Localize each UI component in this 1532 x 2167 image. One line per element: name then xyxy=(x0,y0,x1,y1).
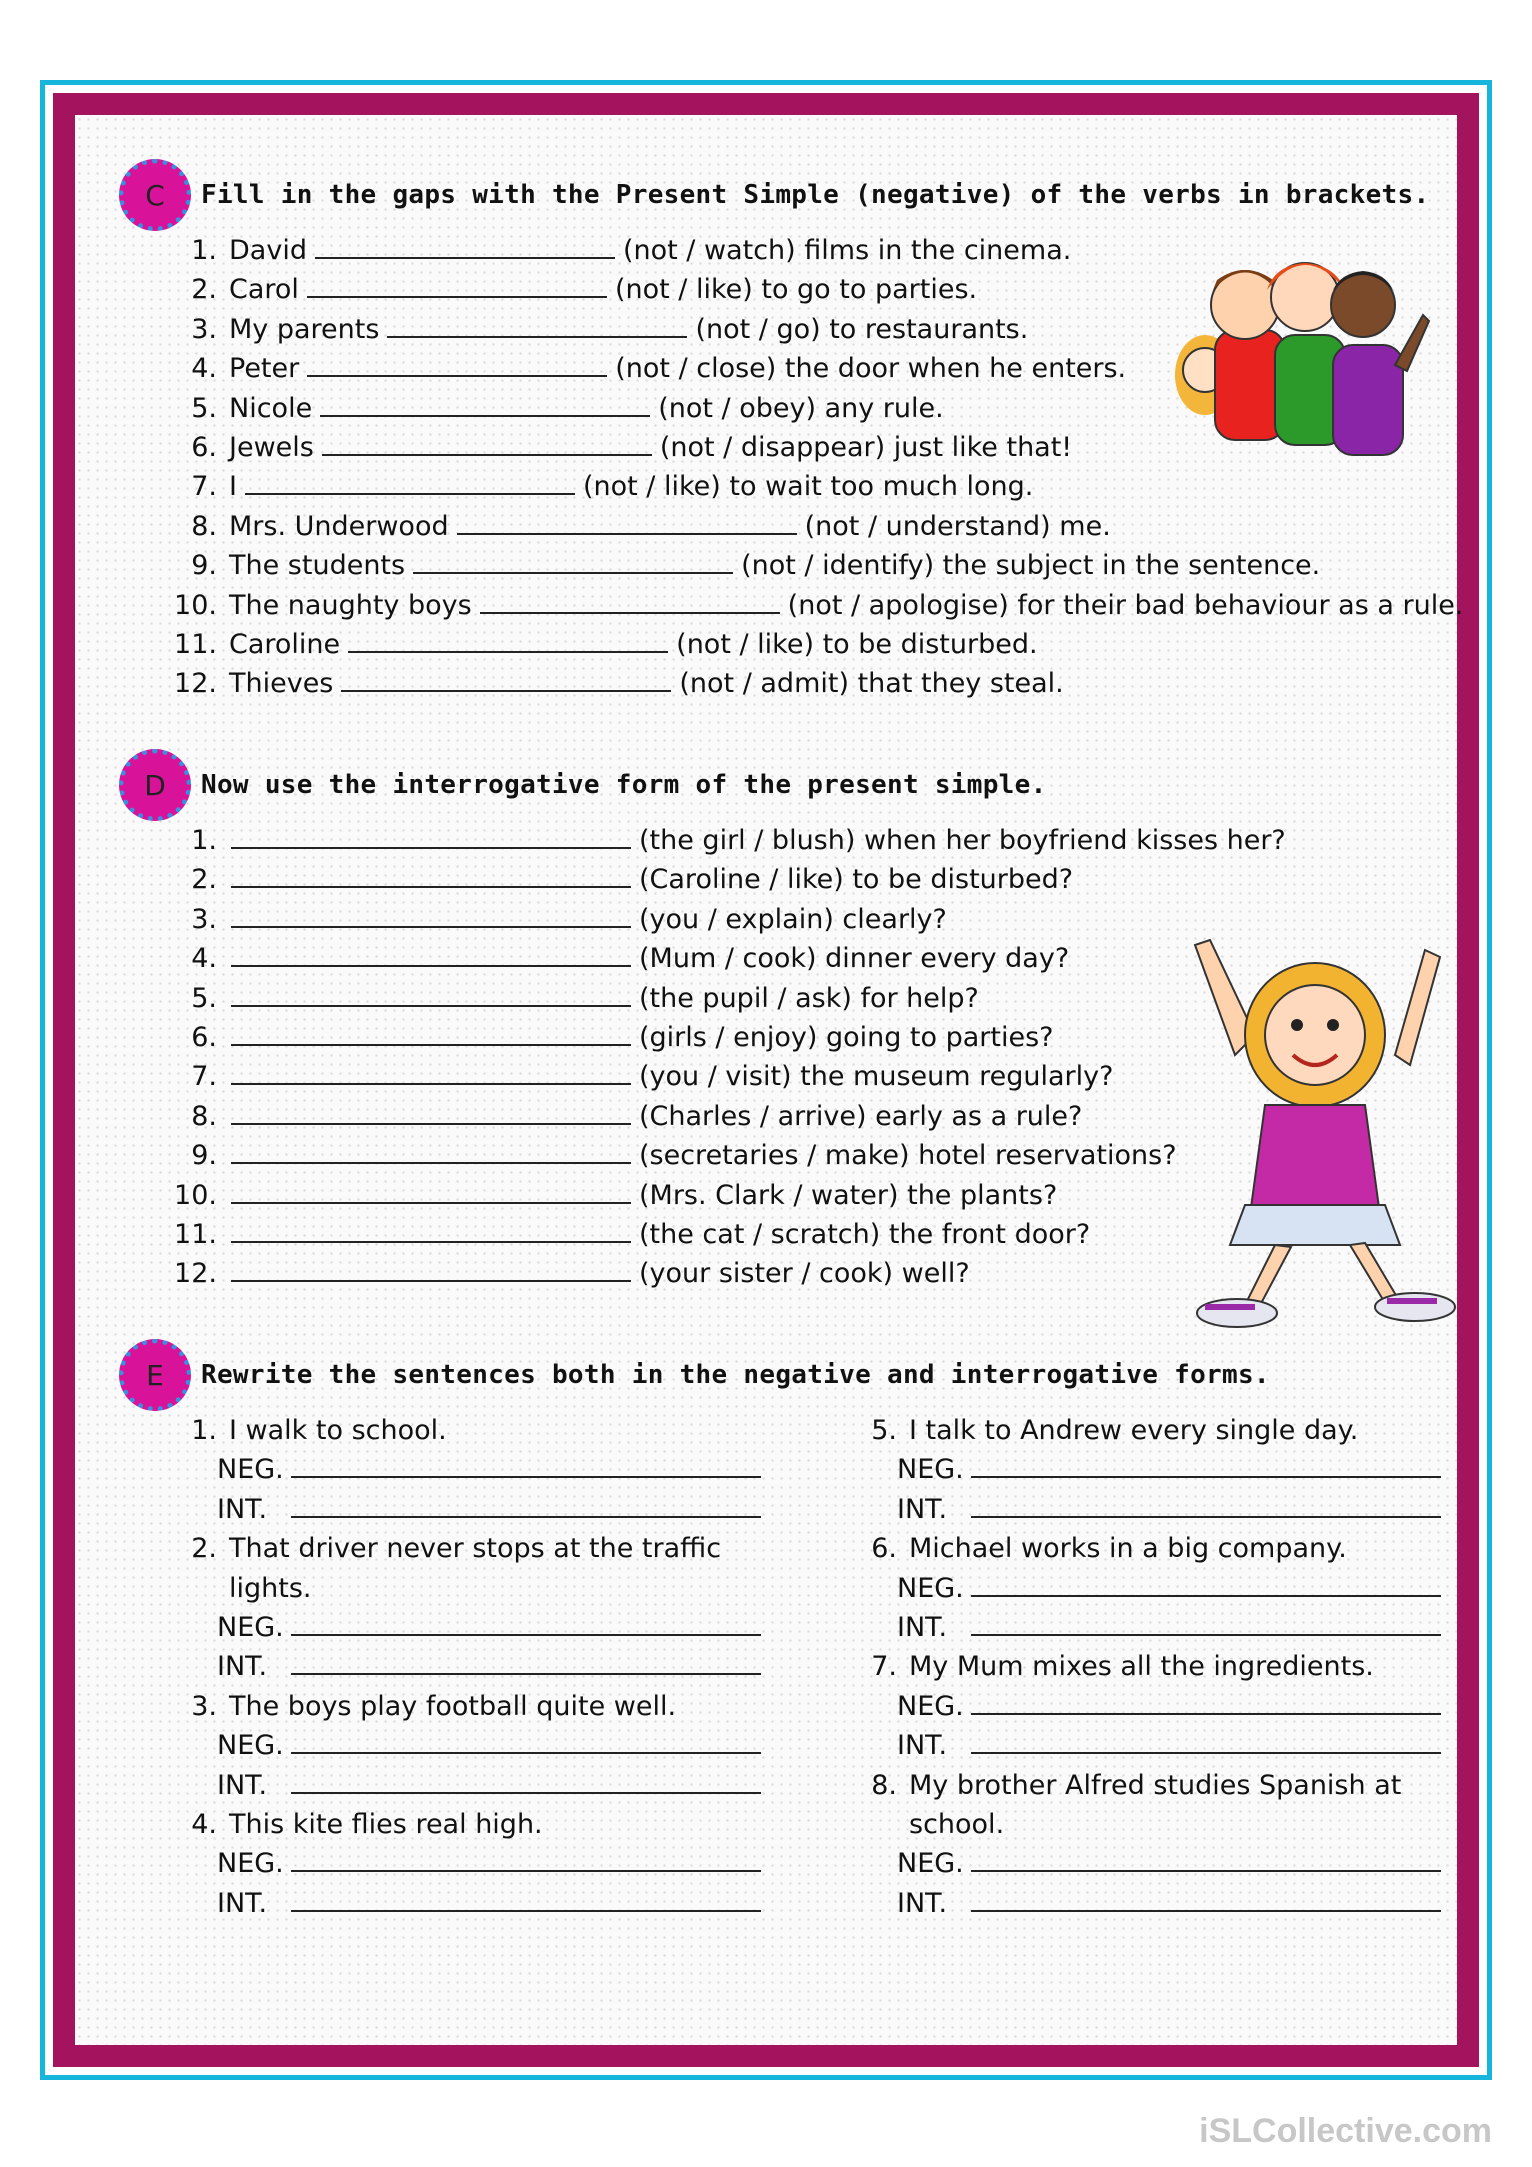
neg-label: NEG. xyxy=(217,1612,284,1644)
item-number: 11. xyxy=(174,629,217,661)
item-number: 10. xyxy=(174,1179,217,1211)
item-number: 8. xyxy=(191,1100,217,1132)
item-hint: (girls / enjoy) going to parties? xyxy=(639,1022,1054,1054)
item-subject: The students xyxy=(229,550,406,582)
answer-blank[interactable] xyxy=(231,1097,631,1125)
kids-group-icon xyxy=(1155,235,1435,465)
item-subject: Nicole xyxy=(229,392,313,424)
neg-label: NEG. xyxy=(217,1454,284,1486)
neg-label: NEG. xyxy=(217,1848,284,1880)
exercise-c-row xyxy=(171,507,1463,546)
interrogative-answer-row xyxy=(851,1726,1491,1765)
item-number: 10. xyxy=(174,589,217,621)
item-subject: Peter xyxy=(229,353,300,385)
exercise-d-row xyxy=(171,1097,1286,1136)
exercise-d-row xyxy=(171,860,1286,899)
answer-blank[interactable] xyxy=(245,467,575,495)
neg-label: NEG. xyxy=(897,1454,964,1486)
answer-blank[interactable] xyxy=(413,546,733,574)
answer-blank[interactable] xyxy=(971,1844,1441,1872)
answer-blank[interactable] xyxy=(231,939,631,967)
answer-blank[interactable] xyxy=(231,1254,631,1282)
int-label: INT. xyxy=(217,1493,268,1525)
item-subject: I xyxy=(229,471,237,503)
int-label: INT. xyxy=(217,1887,268,1919)
item-sentence: lights. xyxy=(229,1572,312,1604)
item-sentence: school. xyxy=(909,1809,1005,1841)
item-number: 5. xyxy=(191,982,217,1014)
exercise-d-row xyxy=(171,1018,1286,1057)
answer-blank[interactable] xyxy=(231,979,631,1007)
int-label: INT. xyxy=(897,1493,948,1525)
exercise-d-row xyxy=(171,979,1286,1018)
negative-answer-row xyxy=(171,1844,811,1883)
exercise-d-row xyxy=(171,821,1286,860)
item-number: 9. xyxy=(191,1140,217,1172)
item-hint: (the cat / scratch) the front door? xyxy=(639,1219,1091,1251)
item-number: 2. xyxy=(191,1533,217,1565)
answer-blank[interactable] xyxy=(387,310,687,338)
item-hint: (not / like) to wait too much long. xyxy=(582,471,1034,503)
item-hint: (not / disappear) just like that! xyxy=(659,432,1073,464)
answer-blank[interactable] xyxy=(320,389,650,417)
section-e-badge: E xyxy=(119,1339,191,1411)
exercise-e-sentence xyxy=(171,1687,811,1726)
item-number: 3. xyxy=(191,313,217,345)
item-hint: (not / obey) any rule. xyxy=(658,392,944,424)
item-sentence: That driver never stops at the traffic xyxy=(229,1533,722,1565)
exercise-e-sentence xyxy=(171,1411,811,1450)
item-sentence: The boys play football quite well. xyxy=(229,1690,677,1722)
answer-blank[interactable] xyxy=(480,586,780,614)
answer-blank[interactable] xyxy=(291,1844,761,1872)
exercise-c-row xyxy=(171,586,1463,625)
item-hint: (not / like) to go to parties. xyxy=(614,274,978,306)
item-hint: (Mum / cook) dinner every day? xyxy=(639,943,1070,975)
item-hint: (you / explain) clearly? xyxy=(639,903,947,935)
answer-blank[interactable] xyxy=(231,1215,631,1243)
item-hint: (secretaries / make) hotel reservations? xyxy=(639,1140,1177,1172)
item-number: 8. xyxy=(191,510,217,542)
answer-blank[interactable] xyxy=(348,625,668,653)
item-hint: (you / visit) the museum regularly? xyxy=(639,1061,1114,1093)
answer-blank[interactable] xyxy=(291,1726,761,1754)
item-hint: (not / apologise) for their bad behaviour as a rule. xyxy=(787,589,1464,621)
answer-blank[interactable] xyxy=(971,1608,1441,1636)
answer-blank[interactable] xyxy=(231,1057,631,1085)
exercise-c-row xyxy=(171,467,1463,506)
item-hint: (not / watch) films in the cinema. xyxy=(622,235,1072,266)
item-number xyxy=(171,1569,217,1608)
item-number: 7. xyxy=(191,471,217,503)
item-number: 1. xyxy=(191,235,217,266)
answer-blank[interactable] xyxy=(322,428,652,456)
item-sentence: I talk to Andrew every single day. xyxy=(909,1415,1359,1446)
item-subject: My parents xyxy=(229,313,380,345)
negative-answer-row xyxy=(851,1450,1491,1489)
negative-answer-row xyxy=(851,1844,1491,1883)
section-d-instruction: Now use the interrogative form of the present simple. xyxy=(201,770,1047,800)
int-label: INT. xyxy=(897,1887,948,1919)
negative-answer-row xyxy=(171,1726,811,1765)
answer-blank[interactable] xyxy=(971,1490,1441,1518)
exercise-e-sentence xyxy=(851,1411,1491,1450)
item-number: 4. xyxy=(191,1809,217,1841)
item-hint: (your sister / cook) well? xyxy=(639,1258,970,1290)
item-hint: (Caroline / like) to be disturbed? xyxy=(639,864,1074,896)
answer-blank[interactable] xyxy=(457,507,797,535)
answer-blank[interactable] xyxy=(231,1136,631,1164)
item-number: 1. xyxy=(191,1415,217,1446)
item-number: 7. xyxy=(191,1061,217,1093)
interrogative-answer-row xyxy=(851,1884,1491,1923)
section-d-header xyxy=(119,749,1047,821)
item-number: 2. xyxy=(191,864,217,896)
item-number: 6. xyxy=(191,1022,217,1054)
item-number: 12. xyxy=(174,668,217,700)
item-subject: Carol xyxy=(229,274,299,306)
section-d-list xyxy=(171,821,1286,1294)
negative-answer-row xyxy=(851,1569,1491,1608)
item-hint: (not / go) to restaurants. xyxy=(695,313,1029,345)
neg-label: NEG. xyxy=(217,1730,284,1762)
int-label: INT. xyxy=(217,1651,268,1683)
answer-blank[interactable] xyxy=(291,1647,761,1675)
exercise-d-row xyxy=(171,1215,1286,1254)
answer-blank[interactable] xyxy=(971,1569,1441,1597)
item-number: 4. xyxy=(191,943,217,975)
item-number: 5. xyxy=(871,1415,897,1446)
item-subject: Mrs. Underwood xyxy=(229,510,449,542)
answer-blank[interactable] xyxy=(291,1450,761,1478)
exercise-d-row xyxy=(171,1136,1286,1175)
exercise-e-sentence xyxy=(851,1529,1491,1568)
exercise-e-sentence xyxy=(171,1569,811,1608)
item-hint: (not / like) to be disturbed. xyxy=(676,629,1038,661)
item-number: 9. xyxy=(191,550,217,582)
item-number: 8. xyxy=(871,1769,897,1801)
item-sentence: My brother Alfred studies Spanish at xyxy=(909,1769,1402,1801)
item-sentence: I walk to school. xyxy=(229,1415,447,1446)
item-subject: Jewels xyxy=(229,432,314,464)
answer-blank[interactable] xyxy=(291,1608,761,1636)
item-number: 12. xyxy=(174,1258,217,1290)
exercise-e-sentence xyxy=(851,1805,1491,1844)
footer-watermark: iSLCollective.com xyxy=(1199,2112,1492,2150)
exercise-e-sentence xyxy=(851,1647,1491,1686)
section-e-right-column xyxy=(851,1411,1491,1923)
item-hint: (the pupil / ask) for help? xyxy=(639,982,979,1014)
answer-blank[interactable] xyxy=(231,1018,631,1046)
item-hint: (the girl / blush) when her boyfriend kisses her? xyxy=(639,825,1286,856)
int-label: INT. xyxy=(897,1730,948,1762)
item-number: 3. xyxy=(191,903,217,935)
section-e-left-column xyxy=(171,1411,811,1923)
worksheet-border xyxy=(53,93,1479,2067)
answer-blank[interactable] xyxy=(971,1450,1441,1478)
item-subject: David xyxy=(229,235,307,266)
item-number: 7. xyxy=(871,1651,897,1683)
item-number: 5. xyxy=(191,392,217,424)
interrogative-answer-row xyxy=(851,1608,1491,1647)
exercise-e-sentence xyxy=(171,1805,811,1844)
exercise-d-row xyxy=(171,1254,1286,1293)
answer-blank[interactable] xyxy=(307,349,607,377)
item-hint: (not / identify) the subject in the sentence. xyxy=(741,550,1321,582)
item-subject: The naughty boys xyxy=(229,589,472,621)
item-hint: (not / admit) that they steal. xyxy=(679,668,1064,700)
exercise-c-row xyxy=(171,664,1463,703)
interrogative-answer-row xyxy=(171,1647,811,1686)
exercise-c-row xyxy=(171,546,1463,585)
item-sentence: This kite flies real high. xyxy=(229,1809,543,1841)
section-c-instruction: Fill in the gaps with the Present Simple (negative) of the verbs in brackets. xyxy=(201,180,1430,210)
answer-blank[interactable] xyxy=(291,1884,761,1912)
item-number: 6. xyxy=(871,1533,897,1565)
int-label: INT. xyxy=(897,1612,948,1644)
item-number: 3. xyxy=(191,1690,217,1722)
item-number: 11. xyxy=(174,1219,217,1251)
section-e-header xyxy=(119,1339,1270,1411)
item-sentence: My Mum mixes all the ingredients. xyxy=(909,1651,1374,1683)
answer-blank[interactable] xyxy=(291,1766,761,1794)
exercise-e-sentence xyxy=(851,1766,1491,1805)
interrogative-answer-row xyxy=(171,1490,811,1529)
item-hint: (not / close) the door when he enters. xyxy=(615,353,1127,385)
item-number: 1. xyxy=(191,825,217,856)
negative-answer-row xyxy=(171,1450,811,1489)
answer-blank[interactable] xyxy=(971,1726,1441,1754)
int-label: INT. xyxy=(217,1769,268,1801)
section-e-instruction: Rewrite the sentences both in the negative and interrogative forms. xyxy=(201,1360,1270,1390)
interrogative-answer-row xyxy=(851,1490,1491,1529)
item-subject: Caroline xyxy=(229,629,341,661)
interrogative-answer-row xyxy=(171,1766,811,1805)
negative-answer-row xyxy=(851,1687,1491,1726)
neg-label: NEG. xyxy=(897,1572,964,1604)
answer-blank[interactable] xyxy=(291,1490,761,1518)
worksheet-frame xyxy=(40,80,1492,2080)
item-sentence: Michael works in a big company. xyxy=(909,1533,1347,1565)
item-number: 2. xyxy=(191,274,217,306)
answer-blank[interactable] xyxy=(315,231,615,259)
answer-blank[interactable] xyxy=(341,664,671,692)
neg-label: NEG. xyxy=(897,1848,964,1880)
answer-blank[interactable] xyxy=(971,1687,1441,1715)
section-c-badge: C xyxy=(119,159,191,231)
item-number: 4. xyxy=(191,353,217,385)
answer-blank[interactable] xyxy=(231,821,631,849)
interrogative-answer-row xyxy=(171,1884,811,1923)
answer-blank[interactable] xyxy=(307,270,607,298)
neg-label: NEG. xyxy=(897,1690,964,1722)
girl-icon xyxy=(1175,915,1465,1335)
item-number xyxy=(851,1805,897,1844)
exercise-d-row xyxy=(171,900,1286,939)
item-hint: (Charles / arrive) early as a rule? xyxy=(639,1100,1083,1132)
item-number: 6. xyxy=(191,432,217,464)
item-subject: Thieves xyxy=(229,668,334,700)
exercise-e-sentence xyxy=(171,1529,811,1568)
exercise-d-row xyxy=(171,1057,1286,1096)
exercise-d-row xyxy=(171,939,1286,978)
section-c-header xyxy=(119,159,1429,231)
answer-blank[interactable] xyxy=(231,1176,631,1204)
negative-answer-row xyxy=(171,1608,811,1647)
section-d-badge: D xyxy=(119,749,191,821)
exercise-c-row xyxy=(171,625,1463,664)
item-hint: (not / understand) me. xyxy=(804,510,1111,542)
answer-blank[interactable] xyxy=(231,860,631,888)
worksheet-content xyxy=(75,115,1464,2045)
exercise-d-row xyxy=(171,1176,1286,1215)
answer-blank[interactable] xyxy=(971,1884,1441,1912)
answer-blank[interactable] xyxy=(231,900,631,928)
item-hint: (Mrs. Clark / water) the plants? xyxy=(639,1179,1058,1211)
